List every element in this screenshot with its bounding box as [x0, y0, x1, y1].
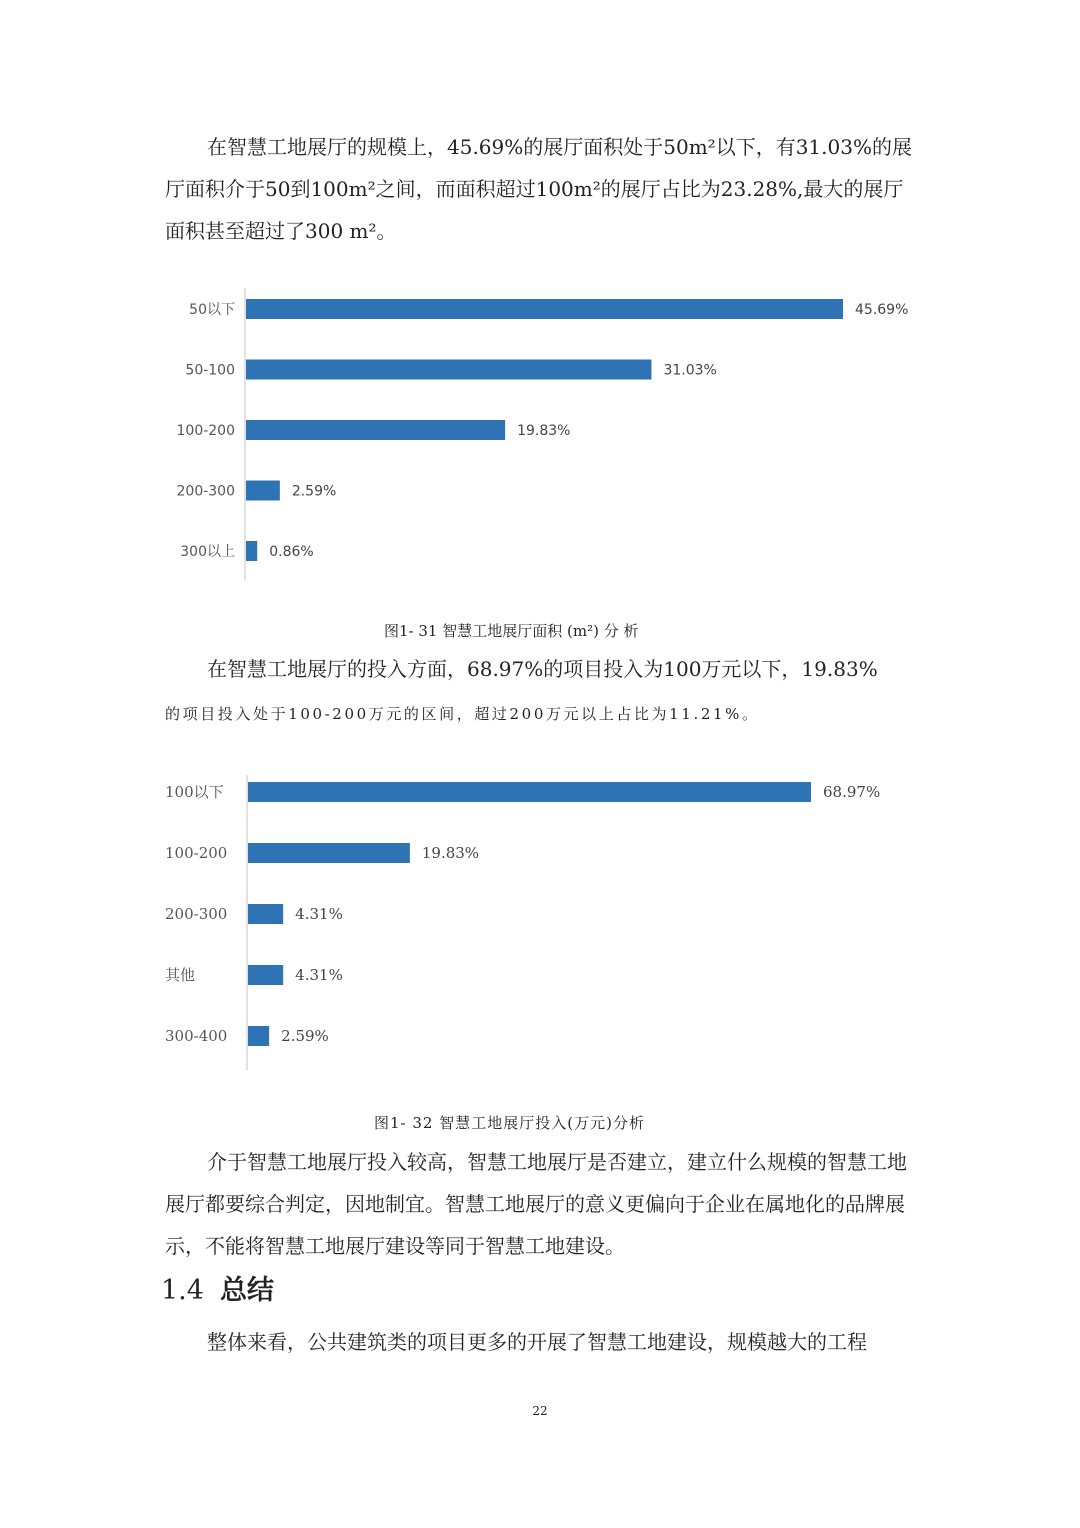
- bar-5: [248, 1026, 269, 1046]
- value-label-4: 2.59%: [291, 483, 337, 500]
- section-title: 总结: [219, 1275, 274, 1306]
- paragraph-conclusion-intro-text: 介于智慧工地展厅投入较高，智慧工地展厅是否建立，建立什么规模的智慧工地展厅都要综合判定，因地制宜。智慧工地展厅的意义更偏向于企业在属地化的品牌展示，不能将智慧工地展厅建设等同于智慧工地建设。: [165, 1150, 907, 1258]
- value-label-4: 4.31%: [295, 966, 343, 984]
- category-label-5: 300-400: [165, 1027, 228, 1045]
- category-label-1: 100以下: [165, 783, 224, 801]
- section-number: 1.4: [161, 1275, 204, 1306]
- bar-4: [248, 965, 283, 985]
- category-label-1: 50以下: [189, 302, 235, 318]
- category-label-3: 200-300: [165, 905, 228, 923]
- bar-1: [248, 782, 811, 802]
- category-label-5: 300以上: [180, 544, 235, 560]
- value-label-2: 31.03%: [663, 362, 717, 379]
- value-label-3: 19.83%: [517, 423, 571, 439]
- value-label-5: 0.86%: [269, 544, 314, 560]
- value-label-2: 19.83%: [421, 844, 480, 862]
- paragraph-investment-line1: 在智慧工地展厅的投入方面，68.97%的项目投入为100万元以下，19.83%: [207, 657, 878, 681]
- paragraph-investment-line2: 的项目投入处于100-200万元的区间，超过200万元以上占比为11.21%。: [165, 705, 760, 723]
- figure-caption-1-31: 图1- 31 智慧工地展厅面积 (m²) 分 析: [384, 622, 639, 640]
- category-label-4: 200-300: [176, 483, 235, 500]
- value-label-1: 45.69%: [855, 302, 909, 318]
- page-number: 22: [532, 1404, 548, 1418]
- section-heading: [161, 1268, 274, 1307]
- paragraph-summary: [165, 1321, 915, 1363]
- value-label-5: 2.59%: [281, 1027, 329, 1045]
- paragraph-conclusion-intro: [165, 1141, 915, 1267]
- value-label-3: 4.31%: [295, 905, 343, 923]
- category-label-2: 50-100: [185, 362, 235, 379]
- paragraph-exhibition-scale-text: 在智慧工地展厅的规模上，45.69%的展厅面积处于50m²以下，有31.03%的展厅面积介于50到100m²之间，而面积超过100m²的展厅占比为23.28%,最大的展厅面积甚至超过了300 m²。: [165, 135, 912, 243]
- bar-3: [248, 904, 283, 924]
- figure-caption-1-32: 图1- 32 智慧工地展厅投入(万元)分析: [374, 1114, 645, 1132]
- bar-2: [248, 843, 410, 863]
- category-label-3: 100-200: [176, 423, 235, 439]
- category-label-2: 100-200: [165, 844, 228, 862]
- category-label-4: 其他: [165, 966, 196, 984]
- value-label-1: 68.97%: [823, 783, 881, 801]
- paragraph-summary-text: 整体来看，公共建筑类的项目更多的开展了智慧工地建设，规模越大的工程: [207, 1330, 867, 1354]
